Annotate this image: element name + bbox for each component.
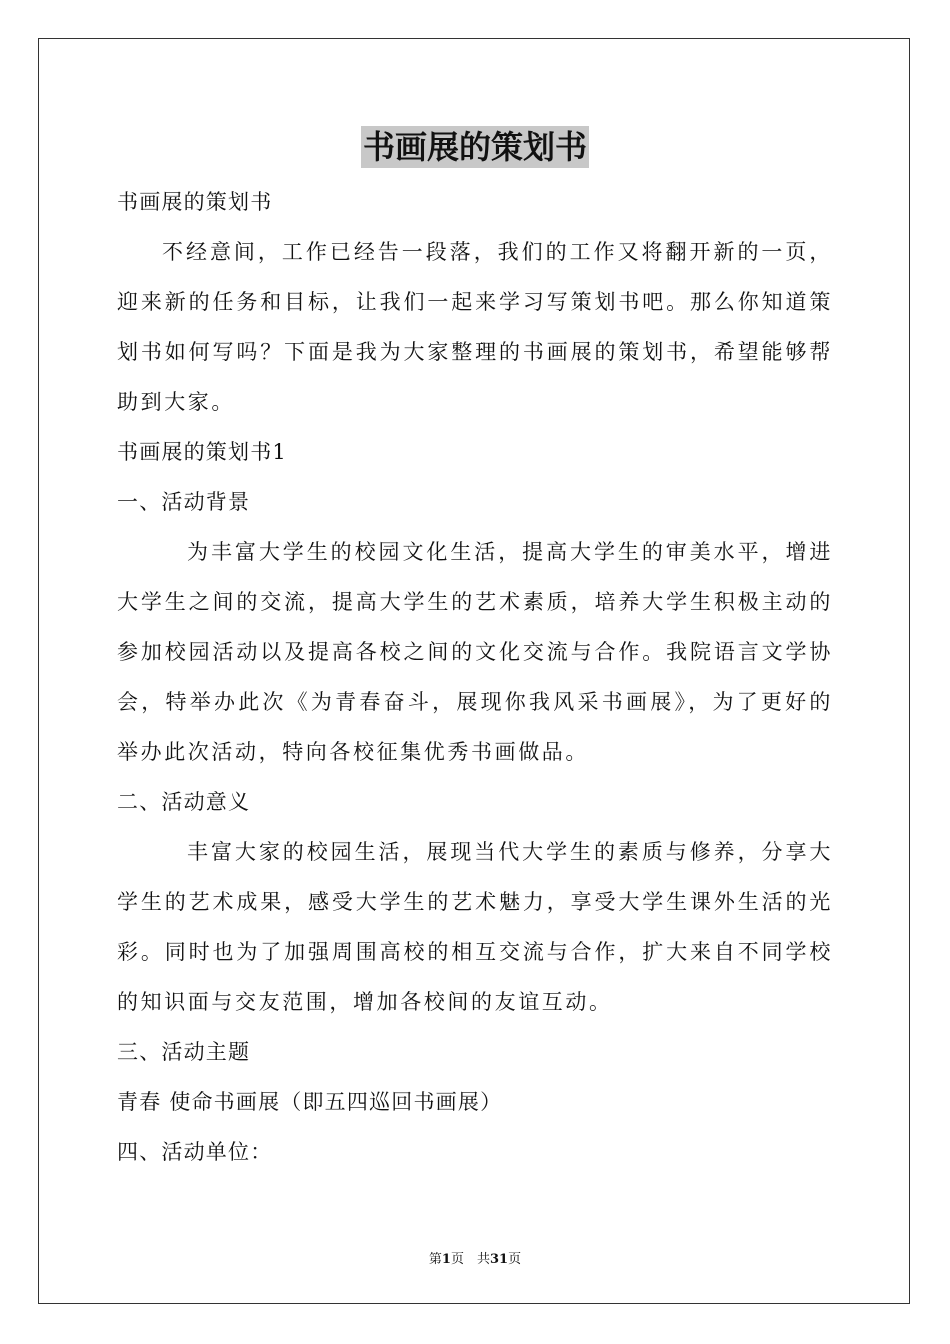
footer-page-total: 31 bbox=[489, 1252, 509, 1267]
title-container bbox=[0, 126, 950, 168]
heading-theme: 三、活动主题 bbox=[117, 1040, 251, 1064]
significance-paragraph: 丰富大家的校园生活，展现当代大学生的素质与修养，分享大学生的艺术成果，感受大学生的艺术魅力，享受大学生课外生活的光彩。同时也为了加强周围高校的相互交流与合作，扩大来自不同学校的知识面与交友范围，增加各校间的友谊互动。 bbox=[117, 840, 833, 1014]
footer-mid: 页 共 bbox=[450, 1252, 490, 1267]
heading-organizers: 四、活动单位： bbox=[117, 1140, 273, 1164]
heading-significance: 二、活动意义 bbox=[117, 790, 251, 814]
document-title: 书画展的策划书 bbox=[362, 128, 587, 166]
footer-suffix: 页 bbox=[508, 1252, 522, 1267]
section-title: 书画展的策划书1 bbox=[117, 440, 287, 464]
footer-page-number: 1 bbox=[441, 1252, 451, 1267]
document-subtitle: 书画展的策划书 bbox=[117, 190, 273, 214]
document-body bbox=[117, 177, 833, 1177]
heading-background: 一、活动背景 bbox=[117, 490, 251, 514]
footer-prefix: 第 bbox=[428, 1252, 442, 1267]
page-footer bbox=[0, 1248, 950, 1267]
intro-paragraph: 不经意间，工作已经告一段落，我们的工作又将翻开新的一页，迎来新的任务和目标，让我们一起来学习写策划书吧。那么你知道策划书如何写吗？下面是我为大家整理的书画展的策划书，希望能够帮助到大家。 bbox=[117, 240, 833, 414]
background-paragraph: 为丰富大学生的校园文化生活，提高大学生的审美水平，增进大学生之间的交流，提高大学生的艺术素质，培养大学生积极主动的参加校园活动以及提高各校之间的文化交流与合作。我院语言文学协会，特举办此次《为青春奋斗，展现你我风采书画展》，为了更好的举办此次活动，特向各校征集优秀书画做品。 bbox=[117, 540, 833, 764]
theme-text: 青春 使命书画展（即五四巡回书画展） bbox=[117, 1090, 503, 1114]
